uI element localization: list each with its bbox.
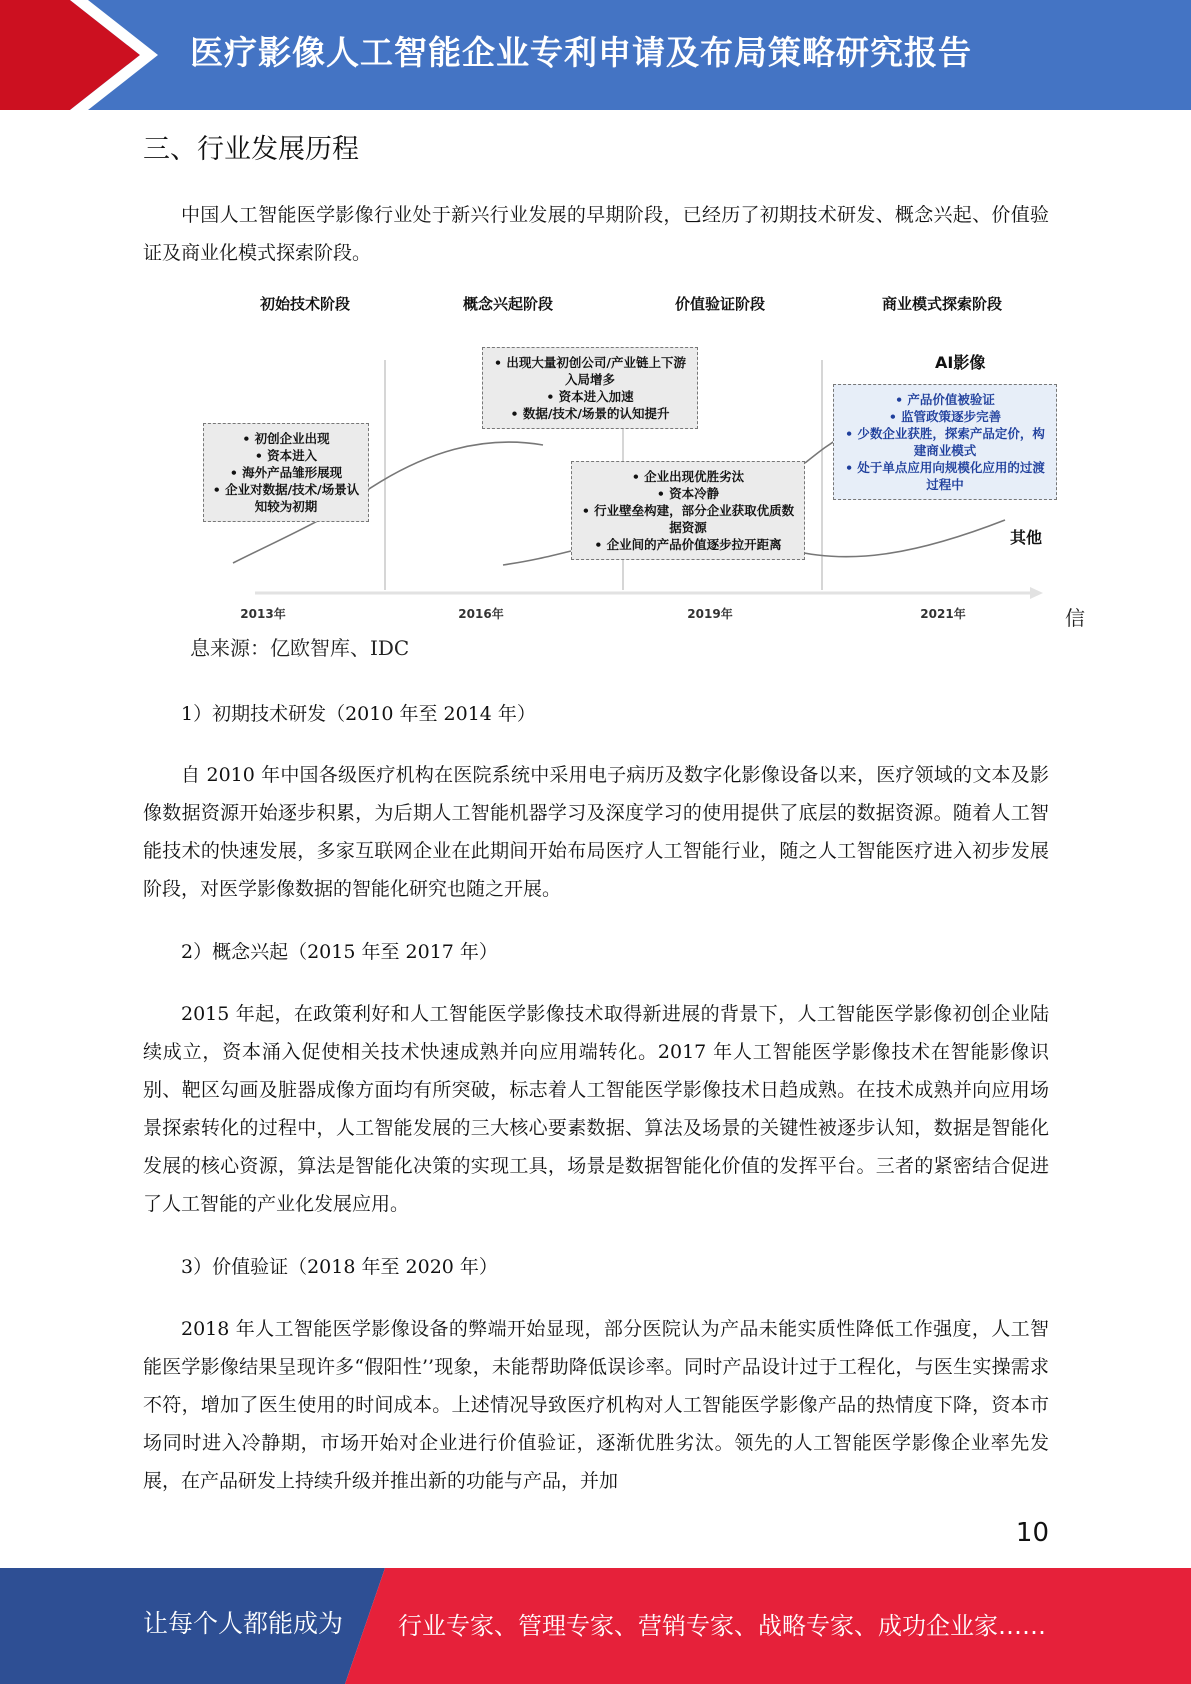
- box-item: • 企业对数据/技术/场景认知较为初期: [210, 481, 362, 515]
- subsection-heading: 3）价值验证（2018 年至 2020 年）: [181, 1256, 498, 1278]
- box-item: • 资本进入: [210, 447, 362, 464]
- box-item: • 监管政策逐步完善: [840, 408, 1050, 425]
- header-bar: [0, 0, 1191, 110]
- stage-label-initial: 初始技术阶段: [259, 295, 351, 313]
- box-item: • 海外产品雏形展现: [210, 464, 362, 481]
- figure-source: 息来源：亿欧智库、IDC: [190, 636, 410, 660]
- report-title: 医疗影像人工智能企业专利申请及布局策略研究报告: [190, 33, 972, 72]
- box-item: • 数据/技术/场景的认知提升: [489, 405, 691, 422]
- footer-bar: [0, 1568, 1191, 1684]
- year-label: 2016年: [458, 607, 504, 621]
- box-item: • 处于单点应用向规模化应用的过渡过程中: [840, 459, 1050, 493]
- box-item: • 行业壁垒构建，部分企业获取优质数据资源: [578, 502, 798, 536]
- box-item: • 资本进入加速: [489, 388, 691, 405]
- source-first-char: 信: [1065, 606, 1085, 630]
- intro-paragraph: 中国人工智能医学影像行业处于新兴行业发展的早期阶段，已经历了初期技术研发、概念兴起、价值验证及商业化模式探索阶段。: [143, 204, 1049, 264]
- ai-growth-curve: [503, 551, 571, 565]
- year-label: 2019年: [687, 607, 733, 621]
- subsection-body: 2018 年人工智能医学影像设备的弊端开始显现，部分医院认为产品未能实质性降低工作强度，人工智能医学影像结果呈现许多“假阳性’’现象，未能帮助降低误诊率。同时产品设计过于工程化，与医生实操需求不符，增加了医生使用的时间成本。上述情况导致医疗机构对人工智能医学影像产品的热情度下降，资本市场同时进入冷静期，市场开始对企业进行价值验证，逐渐优胜劣汰。领先的人工智能医学影像企业率先发展，在产品研发上持续升级并推出新的功能与产品，并加: [143, 1318, 1049, 1492]
- stage-box-business: [833, 384, 1057, 500]
- box-item: • 企业出现优胜劣汰: [578, 468, 798, 485]
- box-item: • 少数企业获胜，探索产品定价，构建商业模式: [840, 425, 1050, 459]
- subsection-body: 自 2010 年中国各级医疗机构在医院系统中采用电子病历及数字化影像设备以来，医疗领域的文本及影像数据资源开始逐步积累，为后期人工智能机器学习及深度学习的使用提供了底层的数据资源。随着人工智能技术的快速发展，多家互联网企业在此期间开始布局医疗人工智能行业，随之人工智能医疗进入初步发展阶段，对医学影像数据的智能化研究也随之开展。: [143, 764, 1049, 900]
- box-item: • 企业间的产品价值逐步拉开距离: [578, 536, 798, 553]
- page-number: 10: [1015, 1518, 1049, 1548]
- timeline-figure: [195, 285, 1095, 635]
- box-item: • 初创企业出现: [210, 430, 362, 447]
- year-label: 2021年: [920, 607, 966, 621]
- stage-label-business: 商业模式探索阶段: [881, 295, 1003, 313]
- subsection-heading: 1）初期技术研发（2010 年至 2014 年）: [181, 703, 536, 725]
- footer-slogan-left: 让每个人都能成为: [143, 1609, 344, 1638]
- stage-box-value: [571, 461, 805, 560]
- stage-box-initial: [203, 423, 369, 522]
- time-axis-arrow: [1030, 587, 1043, 599]
- header-red-arrow-accent: [0, 0, 160, 110]
- section-heading: 三、行业发展历程: [143, 134, 359, 165]
- ai-imaging-line-label: AI影像: [935, 353, 986, 372]
- box-item: • 出现大量初创公司/产业链上下游入局增多: [489, 354, 691, 388]
- stage-box-concept: [482, 347, 698, 429]
- box-item: • 产品价值被验证: [840, 391, 1050, 408]
- box-item: • 资本冷静: [578, 485, 798, 502]
- subsection-body: 2015 年起，在政策利好和人工智能医学影像技术取得新进展的背景下，人工智能医学影像初创企业陆续成立，资本涌入促使相关技术快速成熟并向应用端转化。2017 年人工智能医学影像技术在智能影像识别、靶区勾画及脏器成像方面均有所突破，标志着人工智能医学影像技术日趋成熟。在技术成熟并向应用场景探索转化的过程中，人工智能发展的三大核心要素数据、算法及场景的关键性被逐步认知，数据是智能化发展的核心资源，算法是智能化决策的实现工具，场景是数据智能化价值的发挥平台。三者的紧密结合促进了人工智能的产业化发展应用。: [143, 1003, 1049, 1215]
- stage-label-concept: 概念兴起阶段: [462, 295, 554, 313]
- other-line-label: 其他: [1010, 528, 1043, 547]
- subsection-heading: 2）概念兴起（2015 年至 2017 年）: [181, 941, 498, 963]
- footer-slogan-right: 行业专家、管理专家、营销专家、战略专家、成功企业家……: [398, 1612, 1046, 1640]
- stage-label-value: 价值验证阶段: [674, 295, 766, 313]
- year-label: 2013年: [240, 607, 286, 621]
